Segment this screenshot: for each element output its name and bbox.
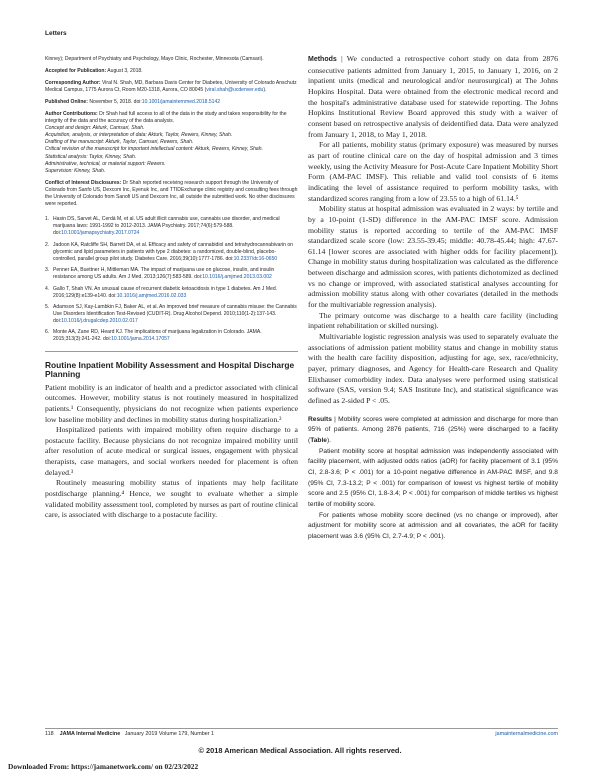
article-title: Routine Inpatient Mobility Assessment and Hospital Discharge Planning bbox=[45, 359, 295, 380]
contrib-line: Acquisition, analysis, or interpretation of data: Akturk, Taylor, Rewers, Kinney, Shah. bbox=[45, 132, 233, 139]
contrib-line: Concept and design: Akturk, Camsari, Shah. bbox=[45, 125, 145, 132]
contrib-line: Critical revision of the manuscript for important intellectual content: Akturk, Rewers, Kinney, Shah. bbox=[45, 146, 263, 153]
methods-paragraph: Methods | We conducted a retrospective cohort study on data from 2876 consecutive patients admitted from January 1, 2015, to January 1, 2016, on 2 inpatient units (medical and neurological and/or neurosurgical) at The Johns Hopkins Hospital. Data were obtained from the electronic medical record and the hospital's administrative database used for statewide reporting. The Johns Hopkins Institutional Review Board approved this study with a waiver of consent based on retrospective analysis of deidentified data. Data were analyzed from January 1, 2018, to May 1, 2018. bbox=[308, 54, 558, 139]
methods-paragraph: For all patients, mobility status (primary exposure) was measured by nurses as part of routine clinical care on the day of hospital admission and 3 times weekly, using the Activity Measure for Post-Acute Care Inpatient Mobility Short Form (AM-PAC IMSF). This reliable and valid tool consists of 6 items indicating the level of assistance required to perform mobility tasks, with standardized scores ranging from a low of 23.55 to a high of 61.14.⁵ bbox=[308, 140, 558, 203]
journal-website-link[interactable]: jamainternalmedicine.com bbox=[495, 731, 558, 737]
results-paragraph: For patients whose mobility score declined (vs no change or improved), after adjustment for mobility score at admission and all covariates, the aOR for facility placement was 3.6 (95% CI, 2.7-4.9; P < .001). bbox=[308, 511, 558, 540]
reference-item: 4. Gallo T, Shah VN. An unusual cause of recurrent diabetic ketoacidosis in type 1 diabetes. Am J Med. 2016;129(8):e139-e140. doi:10.1016/j.amjmed.2016.02.033 bbox=[45, 285, 278, 299]
published-online: Published Online: November 5, 2018. doi:10.1001/jamainternmed.2018.5142 bbox=[45, 99, 221, 106]
article-paragraph: Routinely measuring mobility status of inpatients may help facilitate postdischarge planning.⁴ Hence, we sought to evaluate whether a simple validated mobility assessment tool, completed by nurses as part of routine clinical care, is associated with discharge to a postacute facility. bbox=[45, 478, 298, 520]
contrib-line: Statistical analysis: Taylor, Kinney, Shah. bbox=[45, 153, 137, 160]
methods-paragraph: Mobility status at hospital admission was evaluated in 2 ways: by tertile and by a 10-point (1-SD) difference in the AM-PAC IMSF score. Admission mobility status is reported according to tertile of the AM-PAC IMSF standardized scale score (low: 23.55-39.45; middle: 40.78-45.44; high: 47.67-61.14 [lower scores are associated with higher odds for facility placement]). Change in mobility status during hospitalization was calculated as the difference between discharge and admission scores, with patients dichotomized as declined vs no change or improved, with associated statistical analyses accounting for admission mobility status along with other covariates (detailed in the methods for the multivariable regression analysis). bbox=[308, 204, 558, 310]
table-reference[interactable]: Table bbox=[310, 436, 327, 444]
right-column bbox=[308, 54, 558, 543]
reference-doi-link[interactable]: 10.1016/j.amjmed.2013.03.002 bbox=[202, 274, 272, 281]
journal-issue: January 2019 Volume 179, Number 1 bbox=[124, 731, 215, 737]
results-paragraph: Patient mobility score at hospital admission was independently associated with facility placement, with adjusted odds ratios (aOR) for facility placement of 3.1 (95% CI, 2.8-3.6; P < .001) for a 10-point negative difference in AM-PAC IMSF, and 9.8 (95% CI, 7.3-13.2; P < .001) for comparison of lowest vs highest tertile of mobility score and 2.5 (95% CI, 1.8-3.4; P < .001) for comparison of middle tertiles vs highest tertile of mobility score. bbox=[308, 447, 558, 508]
results-paragraph: Results | Mobility scores were completed at admission and discharge for more than 95% of patients. Among 2876 patients, 716 (25%) were discharged to a facility (Table). bbox=[308, 415, 558, 444]
corresponding-author: Corresponding Author: Viral N. Shah, MD, Barbara Davis Center for Diabetes, University of Colorado Anschutz Medical Campus, 1775 Aurora Ct, Room M20-1318, Aurora, CO 80045 (viral.shah@ucdenver.edu). bbox=[45, 80, 297, 94]
journal-name: JAMA Internal Medicine bbox=[59, 731, 121, 737]
reference-doi-link[interactable]: 10.1016/j.amjmed.2016.02.033 bbox=[116, 292, 187, 299]
reference-doi-link[interactable]: 10.2337/dc16-0650 bbox=[233, 255, 278, 262]
conflict-disclosures: Conflict of Interest Disclosures: Dr Shah reported receiving research support through the University of Colorado from Sanfo US, Dexcom Inc, Eyenuk Inc, and TTIDExchange clinic registry and consulting fees through the University of Colorado from Sanofi US and Dexcom Inc, all outside the submitted work. No other disclosures were reported. bbox=[45, 179, 298, 207]
accepted-note: Accepted for Publication: August 3, 2018. bbox=[45, 68, 143, 75]
contrib-line: Supervision: Kinney, Shah. bbox=[45, 167, 106, 174]
article-paragraph: Hospitalized patients with impaired mobility often require discharge to a postacute facility. Because physicians do not recognize impaired mobility until after resolution of acute medical or surgical issues, engagement with physical therapists, case managers, and social workers needed for placement is often delayed.³ bbox=[45, 425, 298, 477]
reference-doi-link[interactable]: 10.1016/j.drugalcdep.2010.02.017 bbox=[61, 318, 138, 325]
footer-left bbox=[45, 731, 214, 737]
affiliation-continued: Kinney); Department of Psychiatry and Psychology, Mayo Clinic, Rochester, Minnesota (Camsari). bbox=[45, 56, 264, 62]
reference-item: 1. Hasin DS, Sarvet AL, Cerdá M, et al. US adult illicit cannabis use, cannabis use disorder, and medical marijuana laws: 1991-1992 to 2012-2013. JAMA Psychiatry. 2017;74(6):579-588. doi:10.1001/jamapsychiatry.2017.0724 bbox=[45, 216, 280, 237]
left-column bbox=[45, 56, 298, 521]
methods-paragraph: The primary outcome was discharge to a health care facility (including inpatient rehabilitation or skilled nursing). bbox=[308, 310, 558, 331]
copyright-notice: © 2018 American Medical Association. All rights reserved. bbox=[198, 746, 402, 755]
page-number: 118 bbox=[45, 731, 54, 737]
contrib-line: Drafting of the manuscript: Akturk, Taylor, Camsari, Rewers, Shah. bbox=[45, 139, 194, 146]
download-stamp: Downloaded From: https://jamanetwork.com/ on 02/23/2022 bbox=[8, 762, 199, 771]
reference-item: 6. Monte AA, Zane RD, Heard KJ. The implications of marijuana legalization in Colorado. JAMA. 2015;313(3):241-242. doi:10.1001/jama.2014.17057 bbox=[45, 329, 262, 343]
article-paragraph: Patient mobility is an indicator of health and a predictor associated with clinical outcomes. However, mobility status is not routinely measured in hospitalized patients.¹ Consequently, physicians do not recognize when patients experience low baseline mobility and declines in mobility status during hospitalization.² bbox=[45, 382, 298, 424]
author-contributions: Author Contributions: Dr Shah had full access to all of the data in the study and takes responsibility for the integrity of the data and the accuracy of the data analysis. bbox=[45, 111, 287, 125]
section-label: Letters bbox=[45, 30, 67, 37]
reference-list bbox=[45, 216, 298, 343]
reference-item: 2. Jadoon KA, Ratcliffe SH, Barrett DA, et al. Efficacy and safety of cannabidiol and tetrahydrocannabivarin on glycemic and lipid parameters in patients with type 2 diabetes: a randomized, double-blind, placebo-controlled, parallel group pilot study. Diabetes Care. 2016;39(10):1777-1786. doi:10.2337/dc16-0650 bbox=[45, 241, 293, 262]
contrib-line: Administrative, technical, or material support: Rewers. bbox=[45, 160, 166, 167]
section-divider bbox=[45, 351, 298, 352]
doi-link[interactable]: 10.1001/jamainternmed.2018.5142 bbox=[141, 99, 221, 106]
methods-paragraph: Multivariable logistic regression analysis was used to separately evaluate the associations of admission patient mobility status and change in mobility status with the health care facility disposition, adjusting for age, sex, race/ethnicity, payer, primary diagnoses, and Agency for Health-care Research and Quality Elixhauser comorbidity index. Data analyses were performed using statistical software (SAS, version 9.4; SAS Institute Inc), and statistical significance was defined as 2-sided P < .05. bbox=[308, 332, 558, 405]
reference-item: 3. Penner EA, Buettner H, Mittleman MA. The impact of marijuana use on glucose, insulin, and insulin resistance among US adults. Am J Med. 2013;126(7):583-589. doi:10.1016/j.amjmed.2013.03.002 bbox=[45, 267, 275, 281]
reference-item: 5. Adamson SJ, Kay-Lambkin FJ, Baker AL, et al. An improved brief measure of cannabis misuse: the Cannabis Use Disorders Identification Test-Revised (CUDIT-R). Drug Alcohol Depend. 2010;110(1-2):137-143. doi:10.1016/j.drugalcdep.2010.02.017 bbox=[45, 304, 297, 325]
email-link[interactable]: viral.shah@ucdenver.edu bbox=[206, 87, 264, 94]
footer-rule bbox=[45, 728, 558, 729]
reference-doi-link[interactable]: 10.1001/jamapsychiatry.2017.0724 bbox=[61, 230, 140, 237]
reference-doi-link[interactable]: 10.1001/jama.2014.17057 bbox=[111, 336, 170, 343]
